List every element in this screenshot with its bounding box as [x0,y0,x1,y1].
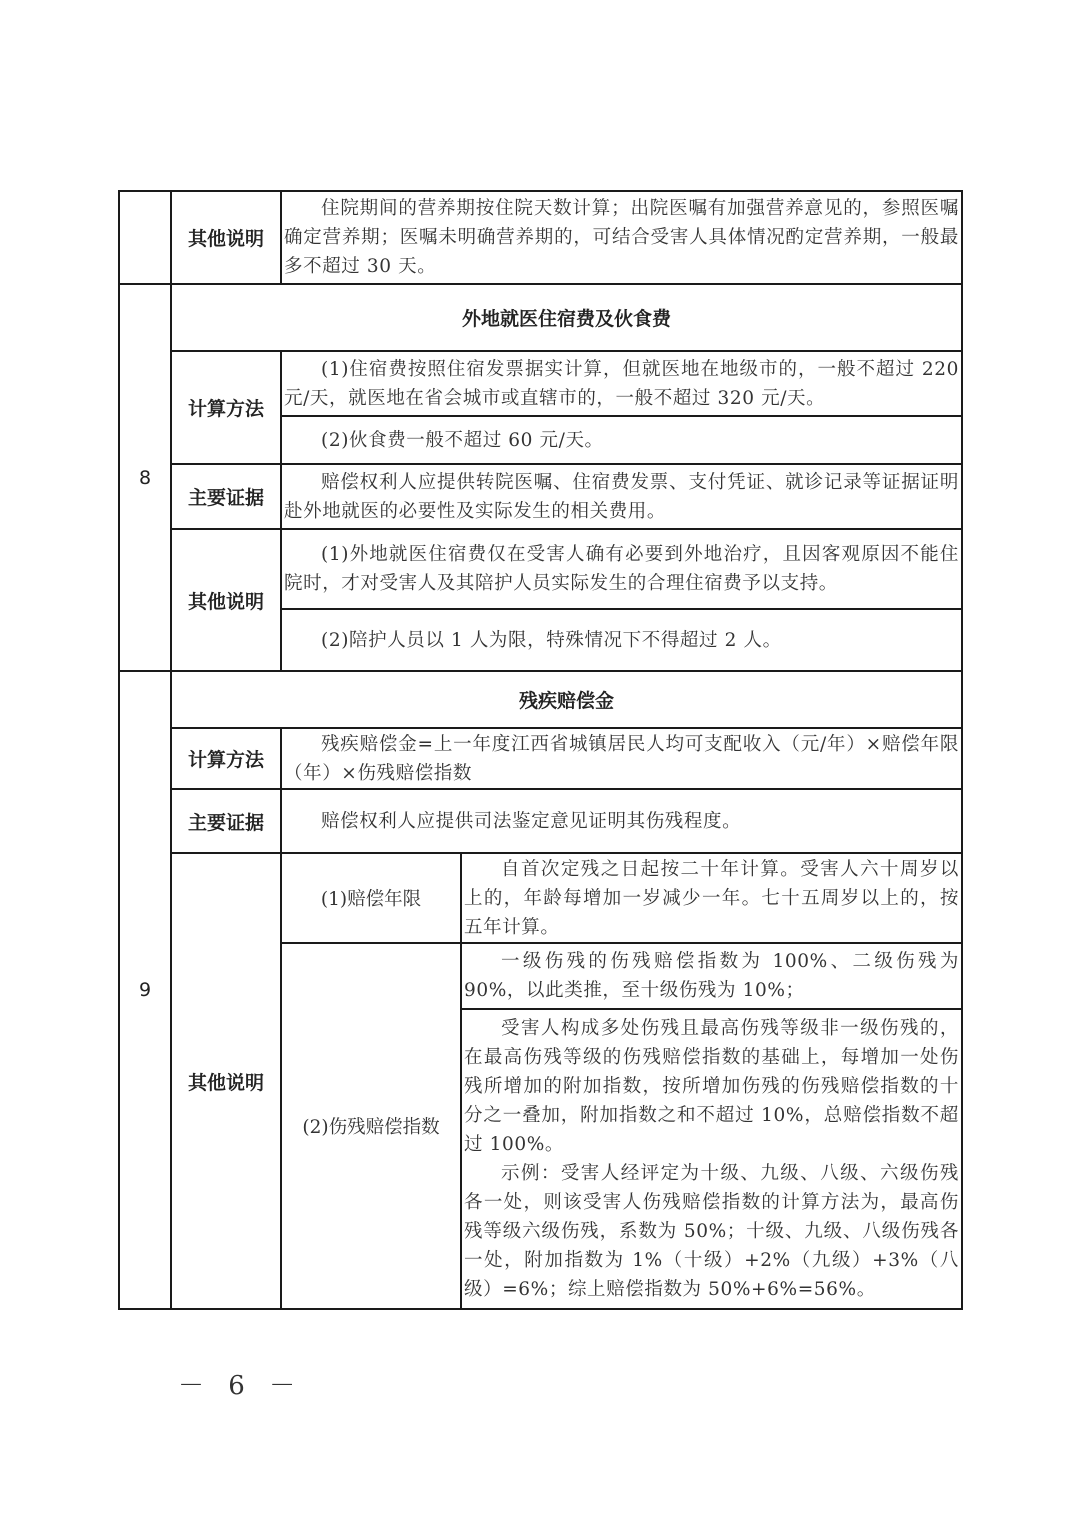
section-8-calc-item-2: (2)伙食费一般不超过 60 元/天。 [282,417,961,465]
section-9-title: 残疾赔偿金 [172,672,961,729]
section-9-evidence-label: 主要证据 [172,790,282,854]
section-9-evidence-text: 赔偿权利人应提供司法鉴定意见证明其伤残程度。 [282,790,961,854]
section-8-number: 8 [120,285,172,672]
page-number: － 6 － [178,1371,304,1401]
sub-item-disability-index-text-2: 受害人构成多处伤残且最高伤残等级非一级伤残的，在最高伤残等级的伤残赔偿指数的基础上，每增加一处伤残所增加的附加指数，按所增加伤残的伤残赔偿指数的十分之一叠加，附加指数之和不超过 10%，总赔偿指数不超过 100%。 示例：受害人经评定为十级、九级、八级、六级伤残各一处，则该受害人伤残赔偿指数的计算方法为，最高伤残等级六级伤残，系数为 50%；十级、九级、八级伤残各一处，附加指数为 1%（十级）+2%（九级）+3%（八级）=6%；综上赔偿指数为 50%+6%=56%。 [464,1018,959,1300]
sub-item-compensation-years-text: 自首次定残之日起按二十年计算。受害人六十周岁以上的，年龄每增加一岁减少一年。七十五周岁以上的，按五年计算。 [462,854,961,944]
prev-notes-text: 住院期间的营养期按住院天数计算；出院医嘱有加强营养意见的，参照医嘱确定营养期；医嘱未明确营养期的，可结合受害人具体情况酌定营养期，一般最多不超过 30 天。 [282,192,961,285]
section-8-notes-item-1: (1)外地就医住宿费仅在受害人确有必要到外地治疗，且因客观原因不能住院时，才对受害人及其陪护人员实际发生的合理住宿费予以支持。 [282,530,961,610]
sub-item-compensation-years-label: (1)赔偿年限 [282,854,462,944]
section-9-number: 9 [120,672,172,1308]
sub-item-disability-index-text-1: 一级伤残的伤残赔偿指数为 100%、二级伤残为 90%，以此类推，至十级伤残为 10%； [462,944,961,1010]
section-8-evidence-label: 主要证据 [172,465,282,530]
prev-number-cell [120,192,172,285]
prev-notes-label: 其他说明 [172,192,282,285]
section-9-notes-label: 其他说明 [172,854,282,1308]
section-8-calc-item-1: (1)住宿费按照住宿发票据实计算，但就医地在地级市的，一般不超过 220 元/天，就医地在省会城市或直辖市的，一般不超过 320 元/天。 [282,352,961,417]
section-9-calc-text: 残疾赔偿金=上一年度江西省城镇居民人均可支配收入（元/年）×赔偿年限（年）×伤残赔偿指数 [282,729,961,790]
section-9-calc-label: 计算方法 [172,729,282,790]
section-8-title: 外地就医住宿费及伙食费 [172,285,961,352]
sub-item-disability-index-label: (2)伤残赔偿指数 [282,944,462,1308]
section-8-evidence-text: 赔偿权利人应提供转院医嘱、住宿费发票、支付凭证、就诊记录等证据证明赴外地就医的必要性及实际发生的相关费用。 [282,465,961,530]
section-8-notes-label: 其他说明 [172,530,282,672]
compensation-table [118,190,963,1310]
section-8-notes-item-2: (2)陪护人员以 1 人为限，特殊情况下不得超过 2 人。 [282,610,961,672]
section-8-calc-label: 计算方法 [172,352,282,465]
